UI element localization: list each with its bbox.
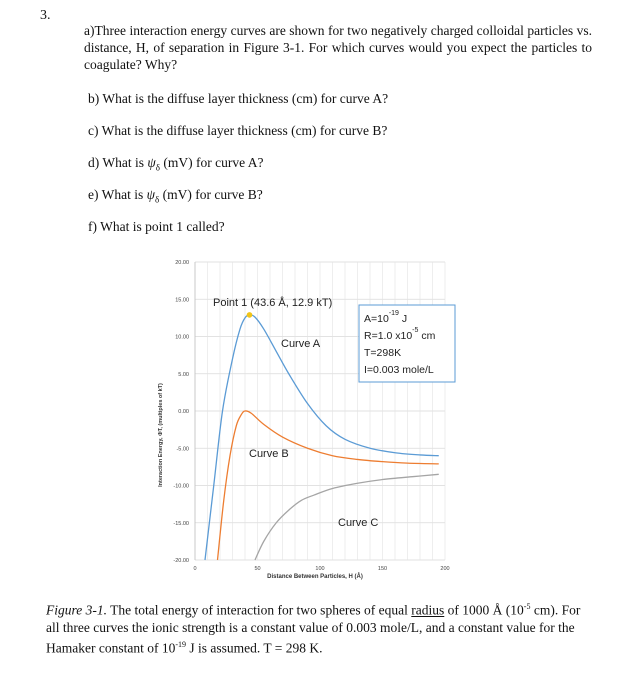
question-e-prefix: e) What is [88, 187, 147, 202]
interaction-energy-chart [150, 250, 470, 585]
x-tick-label: 100 [315, 566, 325, 572]
x-tick-label: 50 [254, 566, 261, 572]
parameter-line: R=1.0 $x10^{-5}$ cm [364, 327, 436, 342]
question-d-suffix: (mV) for curve A? [160, 155, 264, 170]
caption-exp-1: -5 [523, 602, 531, 611]
psi-symbol: ψ [146, 187, 155, 202]
question-b: b) What is the diffuse layer thickness (cm) for curve A? [88, 91, 389, 106]
parameter-line: T=298K [364, 347, 402, 359]
y-axis-label: Interaction Energy, ΦT, (multiples of kT) [158, 383, 164, 487]
question-a: a)Three interaction energy curves are shown for two negatively charged colloidal particles vs. distance, H, of separation in Figure 3-1. For which curves would you expect the particles to coagulate? Why? [84, 23, 592, 72]
y-tick-label: 20.00 [175, 260, 189, 266]
y-tick-label: 15.00 [175, 297, 189, 304]
y-tick-labels [173, 260, 189, 564]
point-1-label: Point 1 (43.6 Å, 12.9 kT) [213, 297, 333, 309]
x-tick-label: 150 [377, 566, 388, 572]
psi-symbol: ψ [147, 155, 156, 170]
y-tick-label: 0.00 [178, 409, 189, 415]
psi-subscript: δ [155, 194, 160, 205]
caption-label: Figure 3-1. [46, 602, 107, 618]
question-f: f) What is point 1 called? [88, 219, 225, 234]
y-tick-label: -20.00 [173, 558, 189, 564]
y-tick-label: -5.00 [176, 446, 189, 453]
y-tick-label: 10.00 [175, 334, 189, 341]
question-e [88, 187, 263, 205]
question-d [88, 155, 263, 173]
y-tick-label: 5.00 [178, 371, 189, 378]
caption-text-1: The total energy of interaction for two spheres of equal [107, 602, 412, 618]
x-tick-label: 0 [193, 566, 197, 572]
curve-b-label: Curve B [249, 448, 289, 460]
curve-c-label: Curve C [338, 517, 379, 529]
x-tick-label: 200 [440, 566, 450, 572]
question-d-prefix: d) What is [88, 155, 148, 170]
psi-subscript: δ [155, 162, 161, 173]
x-tick-labels [193, 566, 449, 572]
curve-a-label: Curve A [281, 338, 321, 350]
parameter-line: I=0.003 mole/L [364, 364, 434, 376]
figure-caption [46, 598, 586, 656]
x-axis-label: Distance Between Particles, H (Å) [267, 574, 363, 580]
question-number: 3. [40, 8, 51, 23]
question-c: c) What is the diffuse layer thickness (cm) for curve B? [88, 123, 388, 138]
caption-text-2: of 1000 Å (10 [444, 602, 524, 618]
y-tick-label: -10.00 [173, 483, 189, 490]
parameter-line: $A=10^{-19}$ J [364, 310, 408, 325]
caption-text-3: cm). For all three curves the ionic strength is a constant value of 0.003 mole/L, and a constant value for the Hamaker constant of 10 [46, 602, 581, 655]
caption-text-4: J is assumed. T = 298 K. [186, 640, 323, 655]
caption-radius: radius [411, 602, 445, 618]
caption-exp-2: -19 [175, 639, 187, 649]
y-tick-label: -15.00 [173, 520, 189, 527]
point-1-marker [247, 312, 253, 318]
question-e-suffix: (mV) for curve B? [159, 187, 263, 202]
